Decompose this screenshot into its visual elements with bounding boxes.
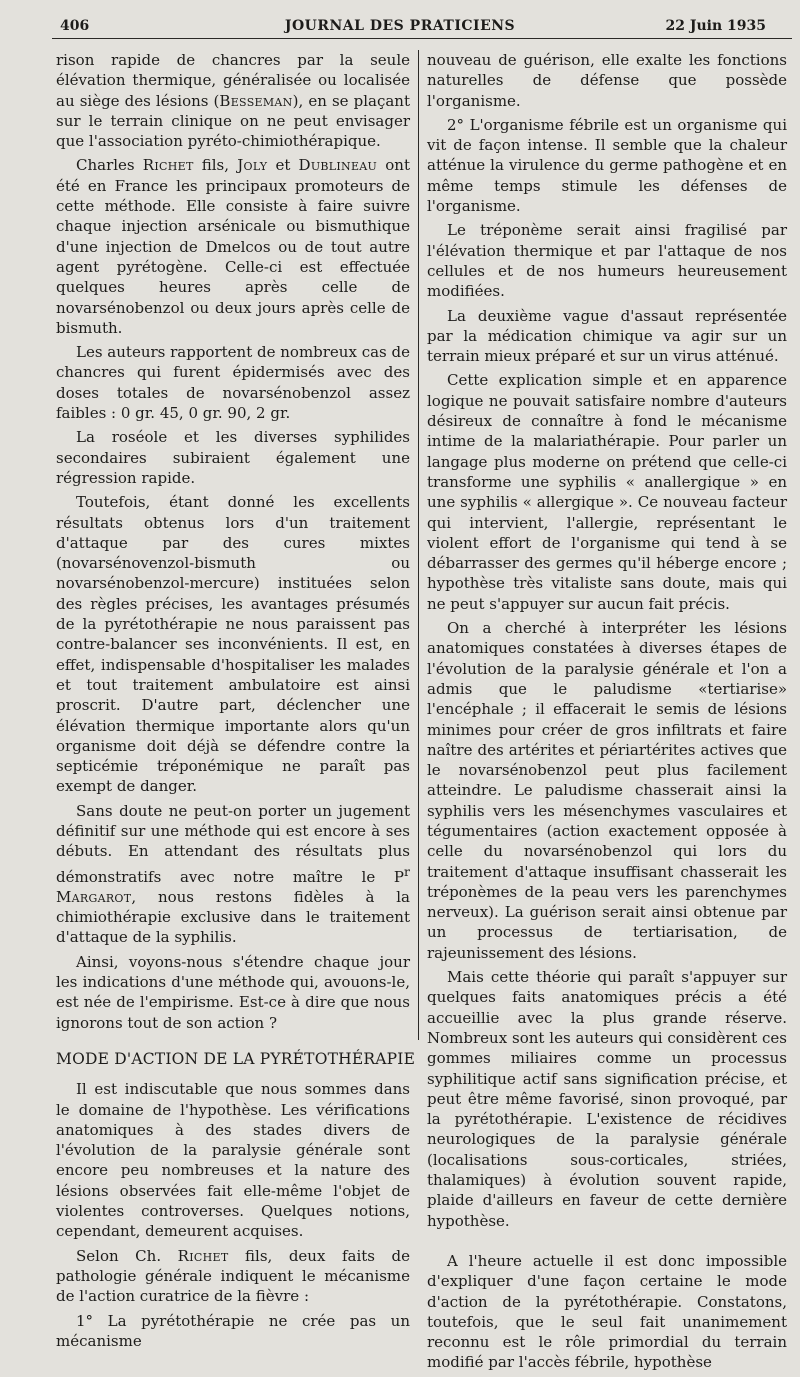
paragraph — [56, 155, 410, 338]
paragraph: Le tréponème serait ainsi fragilisé par l'élévation thermique et par l'attaque de nos cellules et de nos humeurs heureusement modifiées. — [427, 221, 787, 301]
text: fils, — [193, 156, 238, 175]
text: ont été en France les principaux promoteurs de cette méthode. Elle consiste à faire suivre chaque injection arsénicale ou bismuthique d'une injection de Dmelcos ou de tout autre agent pyrétogène. Celle-ci est effectuée quelques heures après celle de novarsénobenzol ou deux jours après celle de bismuth. — [56, 156, 410, 337]
paragraph: Toutefois, étant donné les excellents résultats obtenus lors d'un traitement d'attaque par des cures mixtes (novarsénovenzol-bismuth ou novarsénobenzol-mercure) instituées selon des règles précises, les avantages présumés de la pyrétothérapie ne nous paraissent pas contre-balancer ses inconvénients. Il est, en effet, indispensable d'hospitaliser les malades et tout traitement ambulatoire est ainsi proscrit. D'autre part, déclencher une élévation thermique importante alors qu'un organisme doit déjà se défendre contre la septicémie tréponémique ne paraît pas exempt de danger. — [56, 493, 410, 796]
right-column — [427, 50, 787, 1377]
text: Sans doute ne peut-on porter un jugement définitif sur une méthode qui est encore à ses débuts. En attendant des résultats plus démonstratifs avec notre maître le P — [56, 801, 410, 886]
page-number: 406 — [60, 18, 90, 34]
author-name: Besseman — [219, 91, 293, 110]
text: Charles — [76, 156, 143, 175]
text: ), en se plaçant sur le terrain clinique on ne peut envisager que l'association pyréto-chimiothérapique. — [56, 91, 410, 151]
paragraph — [56, 801, 410, 948]
paragraph — [56, 50, 410, 151]
paragraph: Les auteurs rapportent de nombreux cas de chancres qui furent épidermisés avec des doses totales de novarsénobenzol assez faibles : 0 gr. 45, 0 gr. 90, 2 gr. — [56, 343, 410, 423]
author-name: Dublineau — [298, 156, 378, 175]
paragraph: Cette explication simple et en apparence logique ne pouvait satisfaire nombre d'auteurs désireux de connaître à fond le mécanisme intime de la malariathérapie. Pour parler un langage plus moderne on prétend que celle-ci transforme une syphilis « anallergique » en une syphilis « allergique ». Ce nouveau facteur qui intervient, l'allergie, représentant le violent effort de l'organisme qui tend à se débarrasser des germes qu'il héberge encore ; hypothèse très vitaliste sans doute, mais qui ne peut s'appuyer sur aucun fait précis. — [427, 371, 787, 613]
paragraph: La roséole et les diverses syphilides secondaires subiraient également une régression rapide. — [56, 428, 410, 487]
paragraph: 2° L'organisme fébrile est un organisme qui vit de façon intense. Il semble que la chaleur atténue la virulence du germe pathogène et en même temps stimule les défenses de l'organisme. — [427, 115, 787, 216]
paragraph: 1° La pyrétothérapie ne crée pas un mécanisme — [56, 1311, 410, 1350]
section-heading: MODE D'ACTION DE LA PYRÉTOTHÉRAPIE — [56, 1049, 416, 1068]
journal-title: JOURNAL DES PRATICIENS — [284, 18, 516, 34]
paragraph: Mais cette théorie qui paraît s'appuyer sur quelques faits anatomiques précis a été accueillie avec la plus grande réserve. Nombreux sont les auteurs qui considèrent ces gommes miliaires comme un processus syphilitique actif sans signification précise, et peut être même favorisé, sinon provoqué, par la pyrétothérapie. L'existence de récidives neurologiques de la paralysie générale (localisations sous-corticales, striées, thalamiques) à évolution souvent rapide, plaide d'ailleurs en faveur de cette dernière hypothèse. — [427, 968, 787, 1230]
text: et — [267, 156, 299, 175]
text: , nous restons fidèles à la chimiothérapie exclusive dans le traitement d'attaque de la syphilis. — [56, 887, 410, 947]
author-name: Richet — [177, 1246, 229, 1265]
paragraph: Ainsi, voyons-nous s'étendre chaque jour les indications d'une méthode qui, avouons-le, est née de l'empirisme. Est-ce à dire que nous ignorons tout de son action ? — [56, 952, 410, 1032]
text: rison rapide de chancres par la seule élévation thermique, généralisée ou localisée au siège des lésions ( — [56, 51, 410, 110]
spacer — [427, 1235, 787, 1251]
superscript: r — [404, 863, 410, 879]
author-name: Richet — [142, 156, 194, 175]
text: fils, deux faits de pathologie générale indiquent le mécanisme de l'action curatrice de la fièvre : — [56, 1246, 410, 1306]
text: Selon Ch. — [76, 1246, 178, 1265]
paragraph: On a cherché à interpréter les lésions anatomiques constatées à diverses étapes de l'évolution de la paralysie générale et l'on a admis que le paludisme «tertiarise» l'encéphale ; il effacerait le semis de lésions minimes pour créer de gros infiltrats et faire naître des artérites et périartérites actives que le novarsénobenzol peut plus facilement atteindre. Le paludisme chasserait ainsi la syphilis vers les mésenchymes vasculaires et tégumentaires (action exactement opposée à celle du novarsénobenzol qui lors du traitement d'attaque insuffisant chasserait les tréponèmes de la peau vers les parenchymes nerveux). La guérison serait ainsi obtenue par un processus de tertiarisation, de rajeunissement des lésions. — [427, 619, 787, 962]
author-name: Joly — [237, 156, 268, 175]
left-column — [56, 50, 416, 1355]
column-divider — [418, 50, 419, 1040]
author-name: Margarot — [56, 887, 132, 906]
issue-date: 22 Juin 1935 — [665, 18, 766, 34]
page-header — [0, 14, 800, 40]
paragraph: A l'heure actuelle il est donc impossible d'expliquer d'une façon certaine le mode d'action de la pyrétothérapie. Constatons, toutefois, que le seul fait unanimement reconnu est le rôle primordial du terrain modifié par l'accès fébrile, hypothèse — [427, 1251, 787, 1372]
paragraph — [56, 1246, 410, 1307]
paragraph: Il est indiscutable que nous sommes dans le domaine de l'hypothèse. Les vérifications anatomiques à des stades divers de l'évolution de la paralysie générale sont encore peu nombreuses et la nature des lésions observées fait elle-même l'objet de violentes controverses. Quelques notions, cependant, demeurent acquises. — [56, 1080, 410, 1241]
paragraph: nouveau de guérison, elle exalte les fonctions naturelles de défense que possède l'organisme. — [427, 51, 787, 110]
header-rule — [52, 38, 792, 39]
paragraph: La deuxième vague d'assaut représentée par la médication chimique va agir sur un terrain mieux préparé et sur un virus atténué. — [427, 306, 787, 366]
